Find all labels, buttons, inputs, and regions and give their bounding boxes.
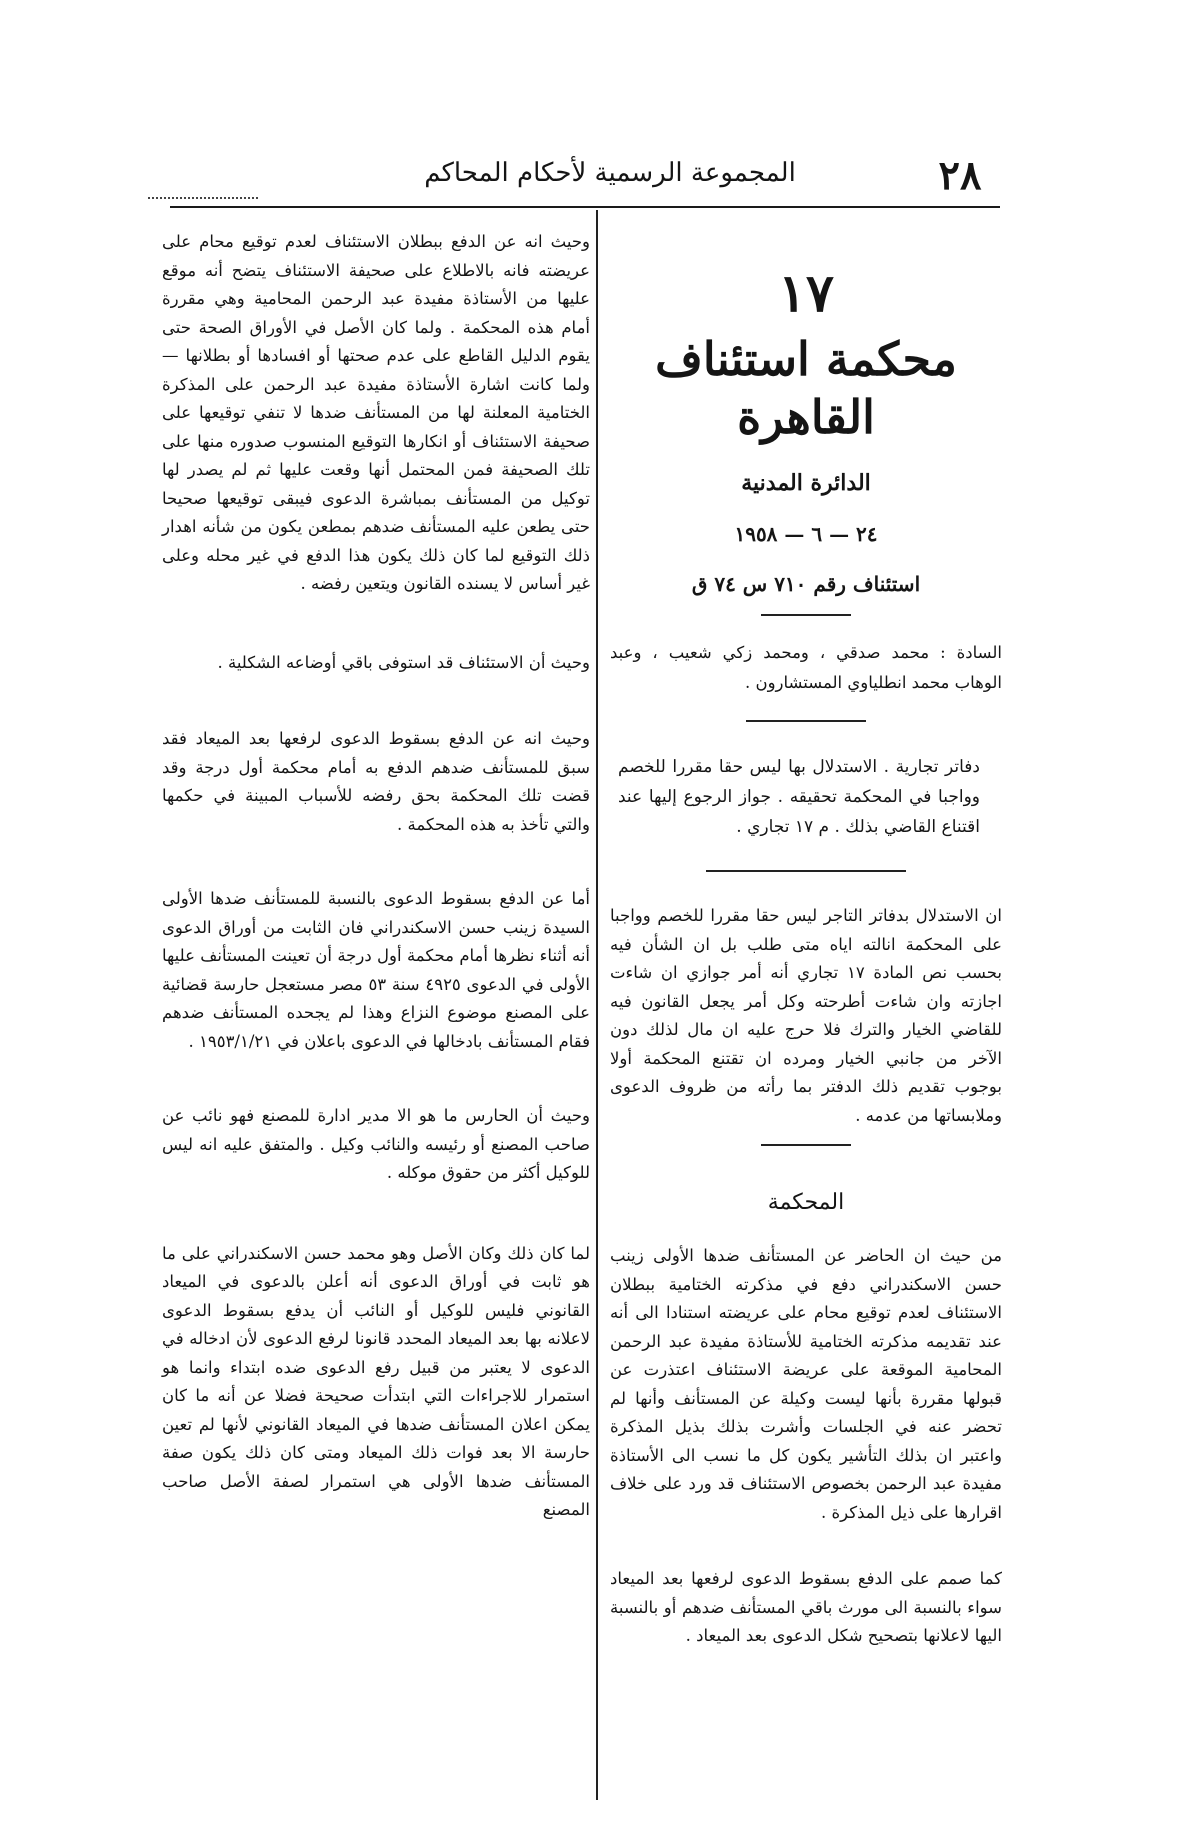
judgment-heading: المحكمة: [767, 1190, 845, 1215]
reasoning-paragraph: وحيث انه عن الدفع ببطلان الاستئناف لعدم توقيع محام على عريضته فانه بالاطلاع على صحيفة الاستئناف يتضح أنه موقع عليها من الأستاذة مفيدة عبد الرحمن المحامية وهي مقررة أمام هذه المحكمة . ولما كان الأصل في الأوراق الصحة حتى يقوم الدليل القاطع على عدم صحتها أو افسادها أو بطلانها — ولما كانت اشارة الأستاذة مفيدة عبد الرحمن على المذكرة الختامية المعلنة لها من المستأنف ضدها لا تنفي توقيعها على صحيفة الاستئناف أو انكارها التوقيع المنسوب صدوره منها على تلك الصحيفة فمن المحتمل أنها وقعت عليها ثم لم يصدر لها توكيل من المستأنف بمباشرة الدعوى فيبقى توقيعها صحيحا حتى يطعن عليه المستأنف ضدهم بمطعن يكون من شأنه اهدار ذلك التوقيع لما كان ذلك يكون هذا الدفع في غير محله وعلى غير أساس لا يسنده القانون ويتعين رفضه .: [162, 232, 590, 593]
right-column: [610, 262, 1002, 1651]
reasoning-paragraph: وحيث أن الحارس ما هو الا مدير ادارة للمصنع فهو نائب عن صاحب المصنع أو رئيسه والنائب وكيل . والمتفق عليه انه ليس للوكيل أكثر من حقوق موكله .: [162, 1106, 590, 1182]
column-divider: [596, 210, 598, 1800]
legal-principle: ان الاستدلال بدفاتر التاجر ليس حقا مقررا للخصم وواجبا على المحكمة انالته اياه متى طلب بل ان الشأن فيه بحسب نص المادة ١٧ تجاري أنه أمر جوازي ان شاءت اجازته وان شاءت أطرحته وكل أمر يجعل القانون فيه للقاضي الخيار والترك فلا حرج عليه ان مال لذلك دون الآخر من جانبي الخيار ومرده ان تقتنع المحكمة أولا بوجوب تقديم ذلك الدفتر بما رأته من ظروف الدعوى وملابساتها من عدمه .: [610, 906, 1002, 1125]
judgment-paragraph: كما صمم على الدفع بسقوط الدعوى لرفعها بعد الميعاد سواء بالنسبة الى مورث باقي المستأنف ضدهم أو بالنسبة اليها لاعلانها بتصحيح شكل الدعوى بعد الميعاد .: [610, 1569, 1002, 1645]
reasoning-paragraph: لما كان ذلك وكان الأصل وهو محمد حسن الاسكندراني على ما هو ثابت في أوراق الدعوى أنه أعلن بالدعوى في الميعاد القانوني فليس للوكيل أو النائب أن يدفع بسقوط الدعوى لاعلانه بها بعد الميعاد المحدد قانونا لرفع الدعوى لأن ادخاله في الدعوى لا يعتبر من قبيل رفع الدعوى ضده ابتداء وانما هو استمرار للاجراءات التي ابتدأت صحيحة فضلا عن أنه ما كان يمكن اعلان المستأنف ضدها في الميعاد القانوني لأنها لم تعين حارسة الا بعد فوات ذلك الميعاد ومتى كان ذلك يكون صفة المستأنف ضدها الأولى هي استمرار لصفة الأصل صاحب المصنع: [162, 1243, 590, 1519]
header-dotted-rule: [148, 197, 258, 199]
division: الدائرة المدنية: [741, 470, 871, 496]
reasoning-paragraph: أما عن الدفع بسقوط الدعوى بالنسبة للمستأنف ضدها الأولى السيدة زينب حسن الاسكندراني فان الثابت من أوراق الدعوى أنه أثناء نظرها أمام محكمة أول درجة أن تعينت المستأنف عليها الأولى في الدعوى ٤٩٢٥ سنة ٥٣ مصر مستعجل حارسة قضائية على المصنع موضوع النزاع وهذا لم يجحده المستأنف ضدهم فقام المستأنف بادخالها في الدعوى باعلان في ١٩٥٣/١/٢١ .: [162, 889, 591, 1051]
divider-rule: [761, 614, 851, 616]
running-title: المجموعة الرسمية لأحكام المحاكم: [424, 158, 796, 188]
appeal-number: استئناف رقم ٧١٠ س ٧٤ ق: [691, 572, 921, 596]
header-rule: [170, 206, 1000, 208]
page-number: ٢٨: [938, 152, 982, 199]
reasoning-paragraph: وحيث انه عن الدفع بسقوط الدعوى لرفعها بعد الميعاد فقد سبق للمستأنف ضدهم الدفع به أمام محكمة أول درجة وقد قضت تلك المحكمة بحق رفضه للأسباب المبينة في حكمها والتي تأخذ به هذه المحكمة .: [162, 729, 590, 834]
judgment-date: ٢٤ — ٦ — ١٩٥٨: [734, 522, 878, 546]
judgment-paragraph: من حيث ان الحاضر عن المستأنف ضدها الأولى زينب حسن الاسكندراني دفع في مذكرته الختامية ببطلان الاستئناف لعدم توقيع محام على عريضته استنادا الى أنه عند تقديمه مذكرته الختامية للأستاذة مفيدة عبد الرحمن المحامية الموقعة على عريضة الاستئناف اعتذرت عن قبولها مقررة بأنها ليست وكيلة عن المستأنف وأنها لم تحضر عنه في الجلسات وأشرت بذلك بذيل المذكرة واعتبر ان بذلك التأشير يكون كل ما نسب الى الأستاذة مفيدة عبد الرحمن بخصوص الاستئناف قد ورد على خلاف اقرارها على ذيل المذكرة .: [610, 1246, 1002, 1522]
divider-rule: [746, 720, 866, 722]
divider-rule: [761, 1144, 851, 1146]
left-column: [162, 228, 590, 1525]
judges-panel: السادة : محمد صدقي ، ومحمد زكي شعيب ، وعبد الوهاب محمد انطلياوي المستشارون .: [610, 643, 1002, 692]
reasoning-paragraph: وحيث أن الاستئناف قد استوفى باقي أوضاعه الشكلية .: [217, 652, 590, 672]
headnote: دفاتر تجارية . الاستدلال بها ليس حقا مقررا للخصم وواجبا في المحكمة تحقيقه . جواز الرجوع إليها عند اقتناع القاضي بذلك . م ١٧ تجاري .: [618, 757, 980, 837]
case-number: ١٧: [778, 263, 834, 324]
court-name: محكمة استئناف القاهرة: [655, 332, 957, 444]
divider-rule: [706, 870, 906, 872]
